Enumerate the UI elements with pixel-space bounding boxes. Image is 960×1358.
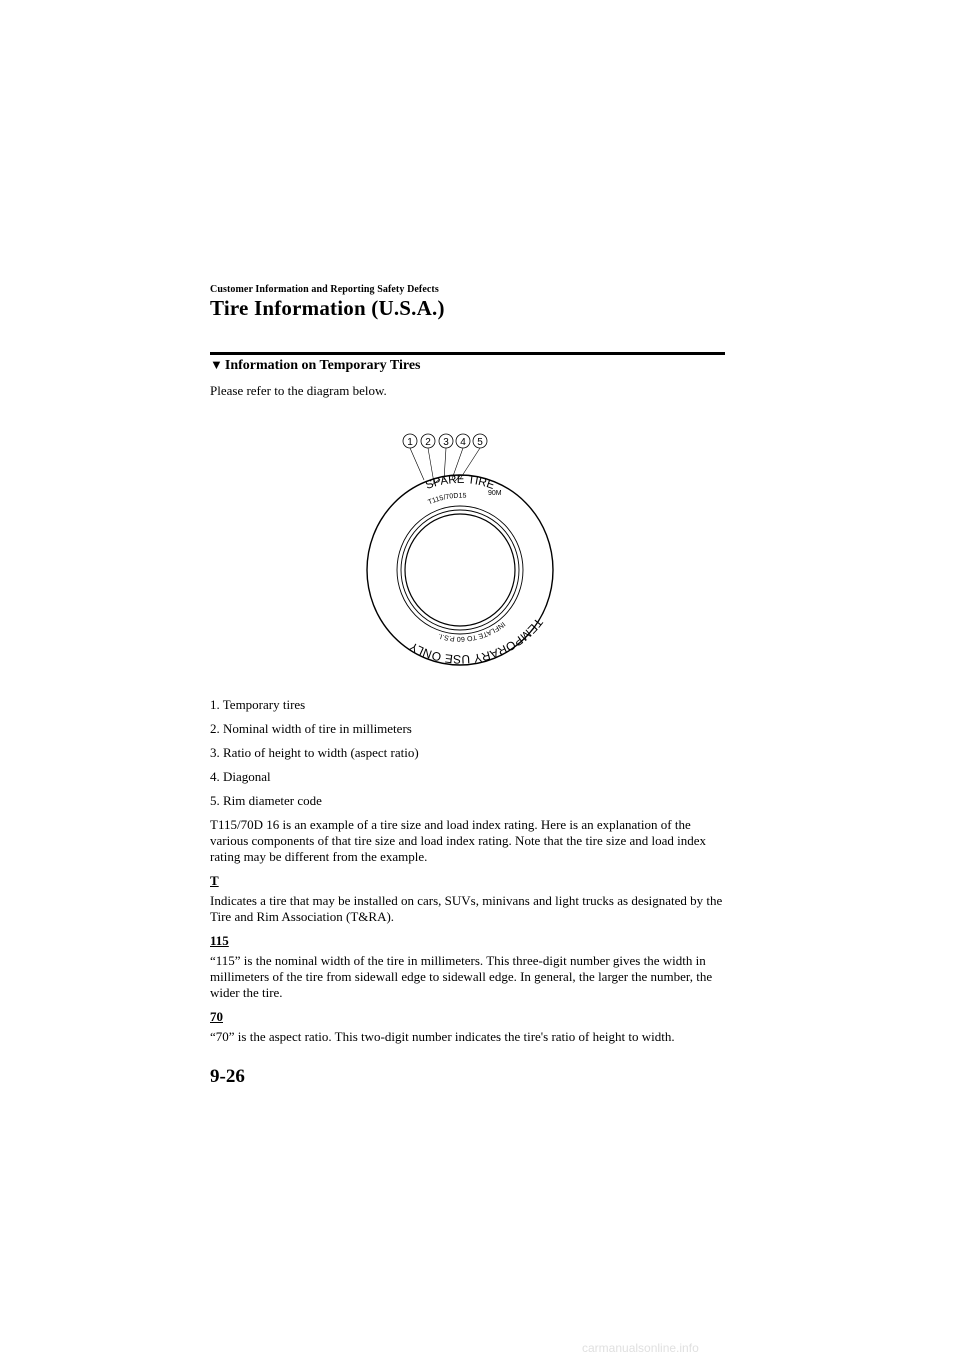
term-heading-t: T xyxy=(210,873,219,888)
load-code-label: 90M xyxy=(488,490,502,497)
page-number: 9-26 xyxy=(210,1066,245,1087)
callout-3 xyxy=(439,434,453,448)
explanation-paragraph: T115/70D 16 is an example of a tire size and load index rating. Here is an explanation of the various components of that tire size and load index rating. Note that the tire size and load index rating may be different from the example. xyxy=(210,817,707,864)
callout-5-label: 5 xyxy=(477,437,483,448)
watermark: carmanualsonline.info xyxy=(582,1341,699,1355)
callout-1-label: 1 xyxy=(407,437,413,448)
intro-text: Please refer to the diagram below. xyxy=(210,383,387,398)
term-heading-115: 115 xyxy=(210,933,229,948)
callout-3-label: 3 xyxy=(443,437,449,448)
callout-2 xyxy=(421,434,435,448)
page-title: Tire Information (U.S.A.) xyxy=(210,296,445,320)
callout-4 xyxy=(456,434,470,448)
rim-mid-ring xyxy=(401,510,519,630)
tire-diagram xyxy=(360,425,560,675)
term-description-115: “115” is the nominal width of the tire in millimeters. This three-digit number gives the width in millimeters of the tire from sidewall edge to sidewall edge. In general, the larger the number, the wider the tire. xyxy=(210,953,713,1000)
legend-item: 4. Diagonal xyxy=(210,769,271,784)
callout-5 xyxy=(473,434,487,448)
legend-item: 2. Nominal width of tire in millimeters xyxy=(210,721,412,736)
callout-2-label: 2 xyxy=(425,437,431,448)
temporary-use-label: TEMPORARY USE ONLY xyxy=(407,615,546,667)
rim-outer-ring xyxy=(397,506,523,634)
inflate-label: INFLATE TO 60 P.S.I. xyxy=(437,620,507,642)
triangle-down-icon: ▼ xyxy=(210,357,223,372)
subsection-title: Information on Temporary Tires xyxy=(224,358,421,373)
term-description-t: Indicates a tire that may be installed on cars, SUVs, minivans and light trucks as designated by the Tire and Rim Association (T&RA). xyxy=(210,893,723,924)
diagram-legend xyxy=(210,697,419,817)
legend-item: 1. Temporary tires xyxy=(210,697,306,712)
term-heading-70: 70 xyxy=(210,1009,223,1024)
size-code-label: T115/70D15 xyxy=(427,492,467,507)
legend-item: 3. Ratio of height to width (aspect ratio) xyxy=(210,745,419,760)
legend-item: 5. Rim diameter code xyxy=(210,793,322,808)
spare-tire-label: SPARE TIRE xyxy=(424,473,496,492)
callout-4-label: 4 xyxy=(460,437,466,448)
section-kicker: Customer Information and Reporting Safety Defects xyxy=(210,284,439,295)
title-rule xyxy=(210,352,725,355)
callout-1 xyxy=(403,434,417,448)
subsection-heading xyxy=(210,357,421,374)
term-description-70: “70” is the aspect ratio. This two-digit number indicates the tire's ratio of height to width. xyxy=(210,1029,675,1044)
rim-inner-ring xyxy=(405,514,515,626)
